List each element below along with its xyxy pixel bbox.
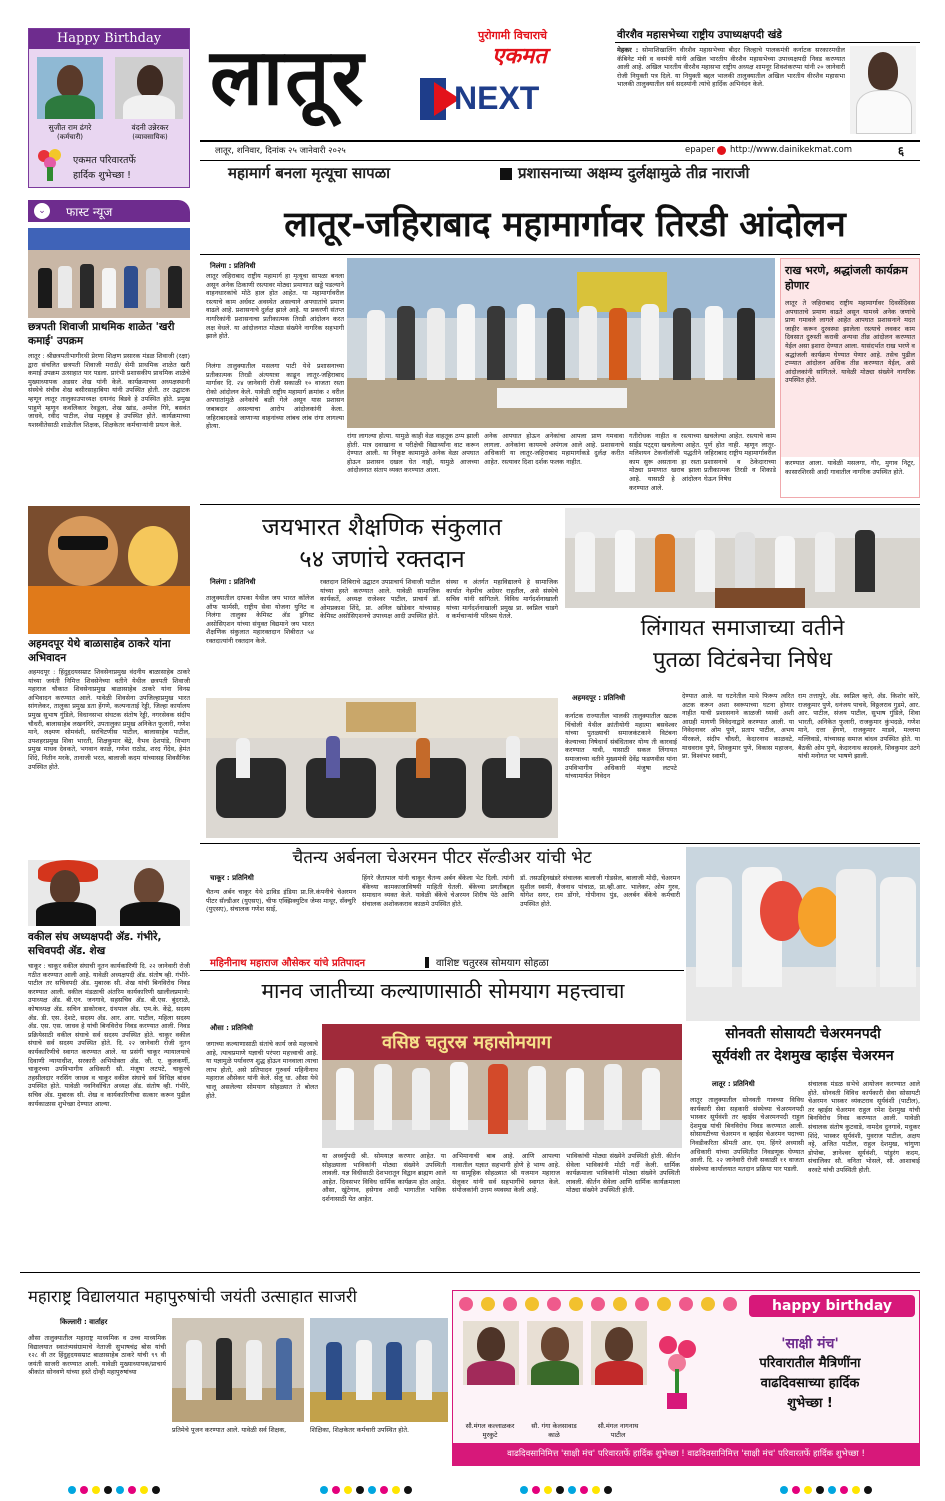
top-right-body bbox=[617, 46, 845, 134]
sidebar-tail: करण्यात आला. यावेळी मसलगा, गौर, मुगाव निटूर, कासारशिरसी आदी गावातील नागरिक उपस्थित होते. bbox=[781, 457, 919, 497]
lawyers-photo bbox=[28, 860, 190, 926]
lead-col5: गतीरोधक नाहीत व रस्त्याच्या साईड पट्ट्या खचलेल्या आहेत. मलिशयन टेकनॉलॉजी पद्धतीने काम सुरू असताना हा रस्ता मोठ्या प्रमाणात खराब झाला आहे. यासाठी हे आंदोलन करण्यात आले. bbox=[629, 432, 701, 492]
sakhi-birthday-title: happy birthday bbox=[749, 1295, 915, 1317]
sonvati-col1: लातूर तालुक्यातील सोनवती गावच्या विविध कार्यकारी सेवा सहकारी संस्थेच्या चेअरमनपदी भास्कर सूर्यवंशी तर व्हाईस चेअरमनपदी राहुल देशमुख यांची बिनविरोध निवड करण्यात आली. सोसायटीच्या चेअरमन व व्हाईस चेअरमन पदाच्या निवडीकरिता श्रीमती आर. एम. हिंगरे अध्यासी अधिकारी यांच्या उपस्थितीत निवडणूक घेण्यात आली. दि. २२ जानेवारी रोजी सकाळी ११ वाजता संस्थेच्या कार्यालयात मतदान प्रक्रिया पार पडली. bbox=[690, 1096, 804, 1173]
story2-headline: अहमदपूर येथे बाळासाहेब ठाकरे यांना अभिवादन bbox=[28, 638, 171, 664]
dateline: लातूर, शनिवार, दिनांक २५ जानेवारी २०२५ bbox=[215, 146, 346, 156]
person1-role: (कर्मचारी) bbox=[57, 133, 83, 141]
somyag-kicker-left: महिनीनाथ महाराज औसेकर यांचे प्रतिपादन bbox=[210, 958, 366, 969]
story3-headline: वकील संघ अध्यक्षपदी ॲड. गंभीरे, सचिवपदी ॲड. शेख bbox=[28, 931, 162, 957]
fast-news-title: फास्ट न्यूज bbox=[66, 205, 113, 219]
somyag-byline: औसा : प्रतिनिधी bbox=[210, 1024, 253, 1032]
sonvati-headline2: सूर्यवंशी तर देशमुख व्हाईस चेअरमन bbox=[712, 1048, 894, 1064]
top-right-headline: वीरशैव महासभेच्या राष्ट्रीय उपाध्यक्षपदी खंडे bbox=[617, 29, 782, 41]
vidyalay-headline: महाराष्ट्र विद्यालयात महापुरुषांची जयंती उत्साहात साजरी bbox=[28, 1287, 357, 1306]
greeting-line2: हार्दिक शुभेच्छा ! bbox=[73, 170, 131, 181]
lingayat-col2: देण्यात आले. या घटनेतील माथे फिरूप त्वरित अटक करून अशा स्वरूपाच्या घटना होणार नाहीत याची प्रशासनाने काळजी घ्यावी अशी आग्रही मागणी निवेदनाद्वारे करण्यात आली. या निवेदनावर ओम पुणे, प्रताप पाटील, अभय मीरकले, संदीप चौधरी, केदारनाथ काळवटे, माधवराव पुणे, शिवकुमार पुणे, विकास महाजन, प्रा. विश्वंभर स्वामी, bbox=[682, 692, 794, 761]
chaitanya-col3: डॉ. तसउद्दिनखंडरे संचालक बालाजी गोडसेल, बालाजी मोदी, चेअरमन सुशील स्वामी, वैजनाथ पांचाळ, प्रा.व्ही.आर. भालेकर, ओम गुरव, योगेश सगर, राम डोंगरे, गोपीनाथ पुंड, अलर्बन बँकेचे कर्मचारी उपस्थित होते. bbox=[520, 874, 680, 908]
chaitanya-col1: चैतन्य अर्बन चाकूर येथे द्राविड इंडिया प्रा.लि.कंपनीचे चेअरमन पीटर सॅल्डीअर (युएसए), चीफ एक्झिक्युटिव जेम्स माथूर, सँक्चुरि (युएसए), संचालक गणेश साई, bbox=[206, 888, 356, 914]
chevron-down-icon: ⌄ bbox=[34, 203, 50, 219]
vidyalay-col1: औसा तालुक्यातील महाराष्ट्र माध्यमिक व उच्च माध्यमिक विद्यालयात स्वातंत्र्यसंग्रामाचे नेताजी सुभाषचंद्र बोस यांची १२८ वी तर हिंदुहृदयसम्राट बाळासाहेब ठाकरे यांची ९९ वी जयंती साजरी करण्यात आली. यावेळी मुख्याध्यापक/प्राचार्य श्रीकांत सोनवणे यांच्या हस्ते दोन्ही महापुरुषांच्या bbox=[28, 1334, 166, 1377]
vidyalay-byline: किल्लारी : वार्ताहर bbox=[60, 1318, 108, 1326]
sakhi-photo-3 bbox=[591, 1321, 647, 1385]
lingayat-headline1: लिंगायत समाजाच्या वतीने bbox=[640, 616, 845, 641]
somyag-col3: अभिमानाची बाब आहे. आणि आपल्या गावातील यज्ञात सहभागी होणे हे भाग्य आहे. या सामूहिक सोहळ्यात श्री यजमान महाराज सेलूकर यांनी सर्व सहभागींचे स्वागत केले. संयोजकांनी उत्तम व्यवस्था केली आहे. bbox=[452, 1152, 560, 1195]
masthead-title: लातूर bbox=[210, 33, 366, 123]
lingayat-byline: अहमदपूर : प्रतिनिधी bbox=[572, 694, 626, 702]
vidyalay-col2: प्रतिमेचे पूजन करण्यात आले. यावेळी सर्व शिक्षक, bbox=[172, 1426, 287, 1434]
top-right-dateline: मेहकर : bbox=[617, 46, 639, 54]
lead-sidebar bbox=[780, 258, 920, 498]
sakhi-name3-line2: पाटील bbox=[610, 1431, 626, 1439]
story2-body: अहमदपूर : हिंदुहृदयसम्राट शिवसेनाप्रमुख वंदनीय बाळासाहेब ठाकरे यांच्या जयंती निमित्त शिवसेनेच्या वतीने येथील छत्रपती शिवाजी महाराज चौकात शिवसेनाप्रमुख बाळासाहेब ठाकरे यांना विनम्र अभिवादन करण्यात आले. यावेळी शिवसेना उपजिल्हाप्रमुख भारत सांगलेकर, तालुका प्रमुख डता हेंगणे, कल्पनाताई रेड्डी, जिल्हा कार्यालय प्रमुख सुभाष गुंडिले, विधानसभा संघटक संतोष रेड्डी, नगरसेवक संदीप चौधरी, बालासाहेब लखनगिरे, उपतालुका प्रमुख अनिकेत फुलारी, गणेश माने, लक्ष्मण सोमवंशी, सरचिटणीस पाटील, बालासाहेब पाटील, उपशहरप्रमुख शिवा भारती, शिक्षकुमार बेंद्रे, वैभव देशपांडे, विभाग प्रमुख माधव देवकते, भगवान काळे, गणेश राठोड, शरद गेंदेव, हेमंत शिंदे, नितीन मरके, तानाजी भरत, बालाजी कदम यांच्यासह शिवसैनिक उपस्थित होते. bbox=[28, 668, 190, 771]
flower-bouquet-icon bbox=[35, 147, 65, 181]
somyag-banner-text: वसिष्ठ चतुरस्र महासोमयाग bbox=[382, 1032, 552, 1053]
protest-photo bbox=[347, 258, 775, 428]
vidyalay-col3: शिक्षिका, शिक्षकेतर कर्मचारी उपस्थित होते. bbox=[310, 1426, 410, 1434]
blood-col1: तालुक्यातील दापका येथील जय भारत कॉलेज ऑफ फार्मसी, राष्ट्रीय सेवा योजना युनिट व निलंगा तालुका केमिस्ट ॲड ड्रगिस्ट असोसिएशन यांच्या संयुक्त विद्यमाने जय भारत शैक्षणिक संकुलात महारक्तदान शिबीरात ५४ रक्तदात्यांनी रक्तदान केले. bbox=[206, 594, 314, 645]
blood-byline: निलंगा : प्रतिनिधी bbox=[210, 578, 256, 586]
lingayat-headline2: पुतळा विटंबनेचा निषेध bbox=[652, 648, 833, 673]
khandre-photo bbox=[850, 46, 916, 134]
sakhi-footer-bar: वाढदिवसानिमित्त 'साक्षी मंच' परिवारतर्फे हार्दिक शुभेच्छा ! वाढदिवसानिमित्त 'साक्षी मंच' परिवारतर्फे हार्दिक शुभेच्छा ! bbox=[453, 1443, 919, 1465]
lead-headline: लातूर-जहिराबाद महामार्गावर तिरडी आंदोलन bbox=[284, 205, 846, 245]
top-right-text: सोमाशिखालिंग वीरशैव महासभेच्या बीदर जिल्हाचे पालकमंत्री कर्नाटक सरकारमधील कॅबिनेट मंत्री व वनमंत्री यांनी अखिल भारतीय वीरशैव महासभेच्या उपाध्यक्षपदी निवड करण्यात आली आहे. अखिल भारतीय वीरशैव महासभा राष्ट्रीय अध्यक्ष शामनूर शिवशंकरप्पा यांनी २० जानेवारी रोजी नियुक्ती पत्र दिले. या नियुक्ती बद्दल भालकी तालुक्यातील अखिल भारतीय वीरशैव महासभा भालकी तालुक्यातील सर्व सदस्यांनी त्यांचे हार्दिक अभिनंदन केले. bbox=[617, 46, 845, 89]
person2-photo bbox=[115, 57, 183, 119]
masthead-tagline: पुरोगामी विचाराचे bbox=[478, 29, 548, 42]
person1-photo bbox=[37, 57, 103, 119]
somyag-col1: जगाच्या कल्याणासाठी संतांचे कार्य जसे महत्त्वाचे आहे, त्याचप्रमाणे यज्ञाची परंपरा महत्त्वाची आहे. या यज्ञामुळे पर्यावरण शुद्ध होऊन मानवाला त्याचा लाभ होतो, असे प्रतिपादन गुरुवर्य महिनीनाथ महाराज औसेकर यांनी केले. सेलू धा. औसा येथे चालू असलेल्या सोमयाग सोहळ्यात ते बोलत होते. bbox=[206, 1040, 318, 1100]
lead-col2: निलंगा तालुक्यातील मसलगा पाटी येथे प्रशासनाच्या प्रतीकात्मक तिरडी अंत्ययात्रा काढून लातूर-जहिराबाद मार्गावर दि. २४ जानेवारी रोजी सकाळी १० वाजता रस्ता रोको आंदोलन केले. यावेळी राष्ट्रीय महामार्ग क्रमांक २ वरील अपघातांमुळे अनेकांचे बळी गेले असून यास प्रशासन जबाबदार असल्याचा आरोप आंदोलकांनी केला. जहिराबादकडे जाणाऱ्या वाहनांच्या लांबच लांब रांगा लागल्या होत्या. bbox=[206, 362, 344, 431]
brand-logo: एकमत bbox=[492, 44, 547, 69]
person1-name: सुजीत राम ढंगरे bbox=[48, 123, 92, 132]
story1-headline: छत्रपती शिवाजी प्राथमिक शाळेत 'खरी कमाई' उपक्रम bbox=[28, 321, 175, 347]
story3-body: चाकूर : चाकूर वकील संघाची नूतन कार्यकारिणी दि. २२ जानेवारी रोजी गठीत करण्यात आली आहे. यावेळी अध्यक्षपदी ॲड. संतोष व्ही. गंभीरे-पाटील तर सचिवपदी ॲड. मुबारक सी. शेख यांची बिनविरोध निवड करण्यात आली. वकील मंडळाची अंतरिम कार्यकारिणी खालीलप्रमाणे: उपाध्यक्ष ॲड. बी.एन. जनगावे, सहसचिव ॲड. बी.एस. बुंदराळे, कोषाध्यक्ष ॲड. सचिन डाकोरकर, ग्रंथपाल ॲड. एम.के. केंद्रे, सदस्य ॲड. डी. एस. देशटे, सदस्य ॲड. आर. आर. पाटील, महिला सदस्य ॲड. एस. एस. जाधव हे यांची बिनविरोध निवड करण्यात आली. निवड प्रक्रियेसाठी वकील संघाचे सर्व सदस्य उपस्थित होते. चाकूर वकील संघाचे सर्व सदस्य उपस्थित होते. दि. २२ जानेवारी रोजी नूतन कार्यकारिणीचे स्वागत करण्यात आले. या प्रसंगी चाकूर न्यायालयाचे दिवाणी न्यायाधीश, सरकारी अभियोक्ता ॲड. जी. ए. कुलकर्णी, चाकूरच्या उपविभागीय अधिकारी सौ. मंजूषा लटपटे, चाकूरचे तहसीलदार नरसिंग जाधव व चाकूर वकील संघाचे सर्व विधिज्ञ बांधव उपस्थित होते. यावेळी नवनिर्वाचित अध्यक्ष ॲड. संतोष व्ही. गंभीरे, सचिव ॲड. मुबारक सी. शेख व कार्यकारिणीचा सत्कार करून पुढील कार्यकाळास शुभेच्छा देण्यात आल्या. bbox=[28, 962, 190, 1108]
registration-marks-center bbox=[320, 1484, 412, 1496]
lead-col3: रांगा लागल्या होत्या. यामुळे काही वेळ वाहतूक ठप्प झाली होती. मात्र दवाखाना व परीक्षेची विद्यार्थ्यांना वाट करून देण्यात आली. या निकृष्ट कामामुळे अनेक वेळा अपघात होऊन प्रशासन दखल घेत नाही, यामुळे आजच्या आंदोलनात संताप व्यक्त करण्यात आला. bbox=[347, 432, 479, 475]
sonvati-headline1: सोनवती सोसायटी चेअरमनपदी bbox=[725, 1026, 881, 1042]
globe-icon bbox=[717, 146, 726, 155]
sakhi-name1-line2: मुरकुटे bbox=[482, 1431, 498, 1439]
somyag-kicker-right: वाशिष्ट चतुरस्त्र सोमयाग सोहळा bbox=[436, 958, 549, 969]
blood-headline2: ५४ जणांचे रक्तदान bbox=[299, 545, 465, 573]
website-url: http://www.dainikekmat.com bbox=[730, 145, 852, 155]
registration-marks-center2 bbox=[520, 1484, 612, 1496]
greeting-line1: एकमत परिवारतर्फे bbox=[73, 155, 136, 166]
lead-byline: निलंगा : प्रतिनिधी bbox=[210, 262, 256, 270]
fast-news-header bbox=[28, 200, 190, 222]
vidyalay-photo-1 bbox=[172, 1318, 304, 1422]
sakhi-name2-line2: काळे bbox=[548, 1431, 560, 1439]
balasaheb-tribute-photo bbox=[28, 506, 190, 634]
birthday-box bbox=[28, 28, 190, 188]
epaper-label: epaper bbox=[685, 145, 715, 155]
somyag-col4: भाविकांची मोठ्या संख्येने उपस्थिती होती. कीर्तन सेवेला भाविकांनी मोठी गर्दी केली. धार्मिक कार्यक्रमाला भाविकांनी मोठ्या संख्येने उपस्थिती लावली. कीर्तन सेवेला आणि धार्मिक कार्यक्रमाला मोठ्या संख्येने उपस्थिती होती. bbox=[566, 1152, 680, 1195]
school-event-photo bbox=[28, 228, 190, 318]
story1-body: लातूर : श्रीछत्रपतीभागीरथी प्रेरणा शिक्षण प्रसारक मंडळ शिवाजी (रक्षा) द्वारा संचलित छत्रपती शिवाजी मराठी/ सेमी प्राथमिक शाळेत खरी कमाई उपक्रम उत्साहात पार पडला. प्रारंभी प्रशासकीय प्राथमिक शाळेचे मुख्याध्यापक अडसर शेख यांनी केले. कार्यक्रमाच्या अध्यक्षस्थानी संस्थेचे संचीव शेख बसीरसाहाबिया यांनी उपस्थित होती. तर उद्घाटक म्हणून लातूर तालुकाउपाध्यक्ष दयानंद बिडवे हे उपस्थित होते. प्रमुख पाहुणे म्हणून कवलिकार रेवडूला, शेख खांड, अमोल गिरे, बसवंत जाधवे, रवीद पाटील, शेख महबूब हे उपस्थित होते. कार्यक्रमाच्या यशस्वीतेसाठी शाळेतील शिक्षक, शिक्षकेतर कर्मचाऱ्यांनी प्रयत्न केले. bbox=[28, 352, 190, 429]
person2-role: (व्यावसायिक) bbox=[132, 133, 168, 141]
chaitanya-col2: हिंगरे जैतापाल यांनी चाकूर चैतन्य अर्बन बँकेला भेट दिली. त्यांनी बँकेच्या कामकाजाविषयी माहिती घेतली. बँकेच्या प्रगतीबद्दल समाधान व्यक्त केले. यावेळी बँकेचे चेअरमन शिरीष पेठे आणि संचालक अशोककराव काळमे उपस्थित होते. bbox=[362, 874, 514, 908]
kicker-left: महामार्ग बनला मृत्यूचा सापळा bbox=[228, 164, 390, 182]
kicker-right: प्रशासनाच्या अक्षम्य दुर्लक्षामुळे तीव्र नाराजी bbox=[518, 164, 750, 182]
sakhi-name1-line1: सौ.मंगल कल्लाळकर bbox=[465, 1422, 515, 1430]
sakhi-msg-line4: शुभेच्छा ! bbox=[787, 1396, 833, 1411]
blood-donation-photo bbox=[206, 698, 558, 838]
sidebar-body: लातूर ते जहिराबाद राष्ट्रीय महामार्गावर दिवसेंदिवस अपघाताचे प्रमाण वाढते असून यामध्ये अनेक जणांचे प्राण गमावले लागले आहेत आपघात प्रशासनाने मदत जाहीर करून दुरवस्था झालेला रस्त्याचे लवकर काम दिवसात दुरुस्ती करावी अन्यथा तीव्र आंदोलन करण्यात येईल असा इशारा देण्यात आला. यासंदर्भात राख भरणे व श्रद्धांजली कार्यक्रम घेण्यात येणार आहे. तसेच पुढील टप्प्यात आंदोलन अधिक तीव्र करण्यात येईल, असे आंदोलकांनी सांगितले. यावेळी मोठ्या संख्येने नागरिक उपस्थित होते. bbox=[785, 299, 915, 385]
chaitanya-headline: चैतन्य अर्बनला चेअरमन पीटर सॅल्डीअर यांची भेट bbox=[292, 848, 592, 868]
lead-col4: अनेक आपघात होऊन अनेकांचा आपला प्राण गमवावा लागला. अनेकांना कायमचे अपंगत्व आले आहे. प्रशासनाचे अधिकारी या लातूर-जहिराबाद महामार्गाकडे दुर्लक्ष करीत आहेत. रस्त्यावर दिशा दर्शक फलक नाहीत. bbox=[484, 432, 624, 466]
next-text: NEXT bbox=[454, 80, 540, 116]
sonvati-col2: संचालक मंडळ सभेचे आयोजन करण्यात आले होते. सोनवती विविध कार्यकारी सेवा सोसायटी चेअरमन भास्कर व्यंकटराव सूर्यवंशी (पाटील), तर व्हाईस चेअरमन राहुल रमेश देशमुख यांची बिनविरोध निवड करण्यात आली. यावेळी संचालक संतोष कुटवाडे, नामदेव दुनगावे, मधुकर शिंदे, भास्कर सूर्यवंशी, युवराज पाटील, अक्षय नट्टे, अजित पाटील, राहुल देशमुख, चांगुणा डोपोबा, ज्ञानेश्वर सूर्यवंशी, पांडुरंग कदम, संचालिका सौ. वनिता भोसले, सौ. आशाबाई वरवटे यांची उपस्थिती होती. bbox=[808, 1080, 920, 1174]
sakhi-msg-line3: वाढदिवसाच्या हार्दिक bbox=[760, 1376, 860, 1391]
next-logo bbox=[420, 78, 572, 120]
somyag-headline: मानव जातीच्या कल्याणासाठी सोमयाग महत्त्वाचा bbox=[261, 979, 625, 1003]
registration-marks-left bbox=[68, 1484, 160, 1496]
blood-col3: संस्था व अंतर्गत महाविद्यालये हे सामाजिक कार्यात नेहमीच अग्रेसर राहतील, असे संस्थेचे सचिव यांनी सांगितले. विविध मार्गदर्शनाखाली यांच्या मार्गदर्शनाखाली प्रमुख प्रा. स्वप्निल चाडगे व कर्मचाऱ्यांनी परिश्रम घेतले. bbox=[446, 578, 558, 621]
square-bullet-icon bbox=[500, 168, 512, 180]
lingayat-col1: कर्नाटक राज्यातील भालकी तालुक्यातील खटक चिंचोली येथील क्रांतीयोगी महात्मा बसवेश्वर यांच्या पुतळ्याची समाजकंटकाने विटंबना केल्याच्या निषेधार्थ संबंधितावर योग्य ती कारवाई करण्यात यावी, यासाठी सकल लिंगायत समाजाच्या वतीने मुख्यमंत्री देवेंद्र फडणवीस यांना उपविभागीय अधिकारी मंजुषा लटपटे यांच्यामार्फत निवेदन bbox=[565, 712, 677, 781]
person2-name: वंदनी उन्नेरकर bbox=[131, 123, 169, 132]
lead-col1: लातूर जहिराबाद राष्ट्रीय महामार्ग हा मृत्यूचा सापळा बनला असून अनेक ठिकाणी रस्त्यावर मोठ्या प्रमाणात खड्डे पडल्याने वाहनधारकांचे मोठे हाल होत आहेत. या महामार्गावरील रस्त्याचे काम अर्धवट अवस्थेत असल्याने अपघातांचे प्रमाण वाढले आहे. प्रशासनाचे दुर्लक्ष झाले आहे. या प्रकरणी संतप्त नागरिकांनी प्रशासनाचा प्रतीकात्मक तिरडी आंदोलन करत लक्ष वेधले. या आंदोलनात मोठ्या संख्येने नागरिक सहभागी झाले होते. bbox=[206, 272, 344, 341]
blood-headline1: जयभारत शैक्षणिक संकुलात bbox=[262, 513, 502, 541]
somyag-kicker-bar bbox=[425, 957, 429, 968]
sakhi-msg-line1: 'साक्षी मंच' bbox=[781, 1336, 839, 1352]
registration-marks-right bbox=[780, 1484, 872, 1496]
sakhi-photo-2 bbox=[527, 1321, 583, 1385]
sakhi-name2-line1: सौ. गंगा केलसावाड bbox=[531, 1422, 577, 1430]
sidebar-headline: राख भरणे, श्रद्धांजली कार्यक्रम होणार bbox=[785, 264, 908, 292]
sakhi-name3-line1: सौ.मंगल नागनाथ bbox=[597, 1422, 639, 1430]
lingayat-col3: राम तत्तापुरे, ॲड. स्वप्निल व्हत्ते, ॲड. किशोर कोरे, राजकुमार पुणे, धनंजय पाचवे, विठ्ठलराव गुडमे, आर. आर. पाटील, संजय पाटील, सुभाष गुंडिले, शिवा भारती, अनिकेत फुलारी, राजकुमार कुंभदळे, गणेश माने, दत्ता हेंगणे, राजकुमार माडवे, मल्लमा मल्लिवाडे, यांच्यासह समाज बांधव उपस्थित होते. या बैठकी ओम पुणे, केदारनाथ कादवले, शिवकुमार उटगे यांची मनोगत पर भाषणे झाली. bbox=[798, 692, 920, 761]
rose-row bbox=[457, 1295, 747, 1313]
sakhi-photo-1 bbox=[463, 1321, 519, 1385]
lead-col6: खचलेल्या आहेत. रस्त्याचे काम पूर्ण होत नाही. म्हणून लातूर-जहिराबाद राष्ट्रीय महामार्गावरील प्रशासनाचे व ठेकेदाराच्या प्रतीकात्मक तिरडी व शिकाडे घेऊन निषेध bbox=[704, 432, 776, 483]
birthday-title: Happy Birthday bbox=[29, 29, 189, 49]
sakhi-msg-line2: परिवारातील मैत्रिणींना bbox=[759, 1356, 861, 1371]
somyag-col2: या अध्वर्युपदी श्री. सोमयाज्ञ करणार आहेत. या सोहळ्याला भाविकांनी मोठ्या संख्येने उपस्थिती लावली. यज्ञ विधीसाठी देशभरातून विद्वान ब्राह्मण आले आहेत. दिवसभर विविध धार्मिक कार्यक्रम होत आहेत. औसा, खुंटेगाव, हसेगाव आदी भागातील भाविक दर्शनासाठी येत आहेत. bbox=[322, 1152, 446, 1203]
flower-vase-icon bbox=[653, 1331, 703, 1411]
chaitanya-byline: चाकूर : प्रतिनिधी bbox=[210, 874, 254, 882]
sakhi-birthday-ad bbox=[452, 1290, 920, 1466]
vidyalay-photo-2 bbox=[310, 1318, 448, 1422]
sonvati-byline: लातूर : प्रतिनिधी bbox=[712, 1080, 755, 1088]
page-number: ६ bbox=[886, 142, 916, 158]
blood-col2: रक्तदान शिबिराचे उद्घाटन उपप्राचार्य शिवाजी पाटील यांच्या हस्ते करण्यात आले. यावेळी सामाजिक कार्यकर्ते, अध्यक्ष राजेश्वर पाटील, प्राचार्य डॉ. ओमप्रकाश शिंदे, प्रा. अनिल खोडेवार यांच्यासह केमिस्ट असोसिएशनचे उपाध्यक्ष आदी उपस्थित होते. bbox=[320, 578, 440, 621]
lingayat-protest-photo bbox=[565, 508, 920, 608]
sonvati-felicitation-photo bbox=[686, 847, 920, 1021]
somyag-stage-photo bbox=[322, 1024, 682, 1148]
